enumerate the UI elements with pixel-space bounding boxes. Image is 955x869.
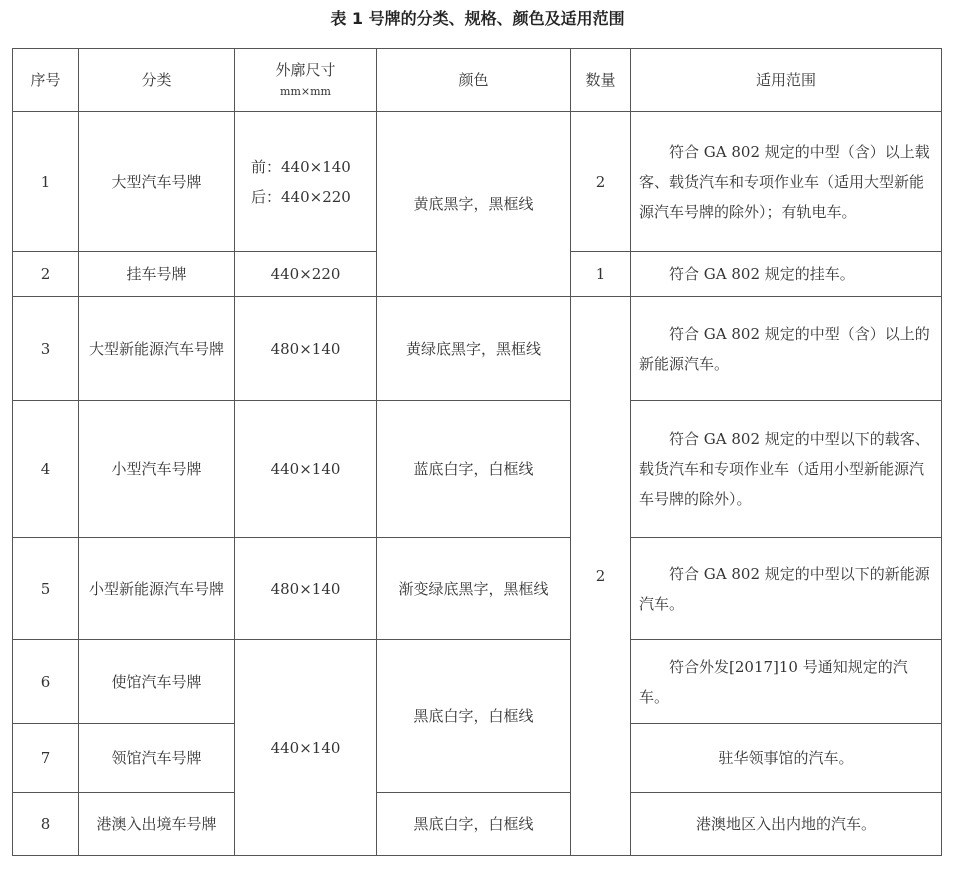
cell-category: 小型新能源汽车号牌	[79, 538, 235, 640]
cell-color: 黄绿底黑字，黑框线	[377, 297, 571, 401]
cell-category: 挂车号牌	[79, 252, 235, 297]
cell-category: 大型汽车号牌	[79, 112, 235, 252]
plate-spec-table	[12, 48, 942, 856]
cell-quantity: 2	[571, 112, 631, 252]
table-row	[13, 640, 942, 724]
cell-index: 8	[13, 793, 79, 856]
cell-category: 小型汽车号牌	[79, 401, 235, 538]
cell-category: 大型新能源汽车号牌	[79, 297, 235, 401]
header-size	[235, 49, 377, 112]
cell-size: 440×140	[235, 401, 377, 538]
cell-scope: 符合 GA 802 规定的中型以下的新能源汽车。	[631, 538, 942, 640]
cell-index: 2	[13, 252, 79, 297]
cell-scope: 驻华领事馆的汽车。	[631, 724, 942, 793]
cell-index: 5	[13, 538, 79, 640]
header-category: 分类	[79, 49, 235, 112]
table-row	[13, 297, 942, 401]
header-size-unit: mm×mm	[280, 85, 331, 98]
cell-size: 480×140	[235, 297, 377, 401]
cell-index: 6	[13, 640, 79, 724]
cell-color: 渐变绿底黑字，黑框线	[377, 538, 571, 640]
cell-color: 蓝底白字，白框线	[377, 401, 571, 538]
cell-scope: 符合 GA 802 规定的中型（含）以上载客、载货汽车和专项作业车（适用大型新能源汽车号牌的除外）；有轨电车。	[631, 112, 942, 252]
header-scope: 适用范围	[631, 49, 942, 112]
cell-size: 440×220	[235, 252, 377, 297]
cell-scope: 符合 GA 802 规定的挂车。	[631, 252, 942, 297]
cell-size-front: 前：440×140	[251, 157, 351, 176]
cell-index: 3	[13, 297, 79, 401]
table-row	[13, 401, 942, 538]
cell-category: 使馆汽车号牌	[79, 640, 235, 724]
cell-scope: 符合 GA 802 规定的中型（含）以上的新能源汽车。	[631, 297, 942, 401]
cell-quantity: 2	[571, 297, 631, 856]
cell-index: 1	[13, 112, 79, 252]
header-index: 序号	[13, 49, 79, 112]
cell-index: 4	[13, 401, 79, 538]
cell-scope: 符合 GA 802 规定的中型以下的载客、载货汽车和专项作业车（适用小型新能源汽车号牌的除外）。	[631, 401, 942, 538]
cell-size: 480×140	[235, 538, 377, 640]
cell-color: 黑底白字，白框线	[377, 793, 571, 856]
cell-size-back: 后：440×220	[251, 187, 351, 206]
cell-color: 黄底黑字，黑框线	[377, 112, 571, 297]
cell-category: 领馆汽车号牌	[79, 724, 235, 793]
header-size-label: 外廓尺寸	[275, 61, 336, 79]
table-title: 表 1 号牌的分类、规格、颜色及适用范围	[330, 9, 625, 28]
table-row	[13, 112, 942, 252]
cell-scope: 港澳地区入出内地的汽车。	[631, 793, 942, 856]
cell-category: 港澳入出境车号牌	[79, 793, 235, 856]
cell-quantity: 1	[571, 252, 631, 297]
table-row	[13, 538, 942, 640]
header-color: 颜色	[377, 49, 571, 112]
cell-size: 440×140	[235, 640, 377, 856]
cell-color: 黑底白字，白框线	[377, 640, 571, 793]
cell-scope: 符合外发[2017]10 号通知规定的汽车。	[631, 640, 942, 724]
cell-size	[235, 112, 377, 252]
table-row	[13, 793, 942, 856]
cell-index: 7	[13, 724, 79, 793]
header-row	[13, 49, 942, 112]
header-quantity: 数量	[571, 49, 631, 112]
